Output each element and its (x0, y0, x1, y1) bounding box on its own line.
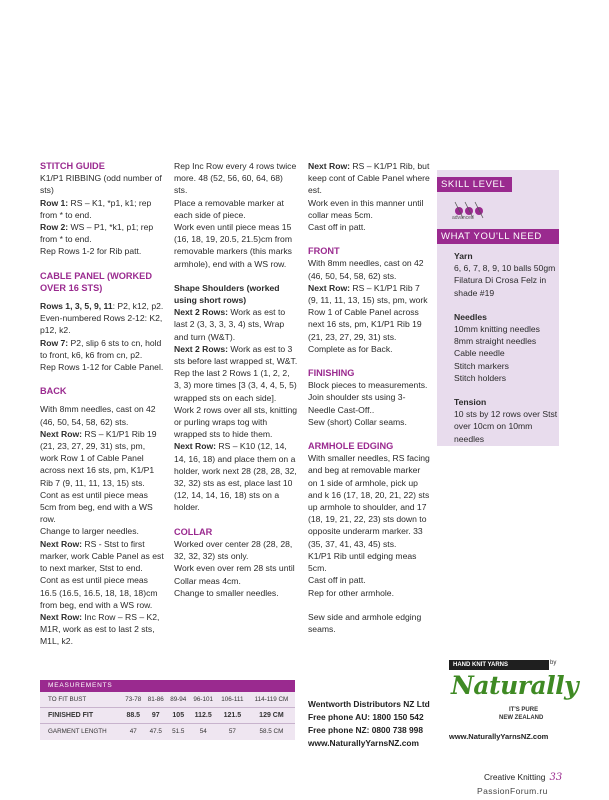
distributor-name: Wentworth Distributors NZ Ltd (308, 699, 430, 709)
table-cell: 112.5 (190, 708, 217, 724)
logo-tagline: NEW ZEALAND (499, 715, 544, 721)
collar-paragraph: Change to smaller needles. (174, 587, 279, 598)
column-2 (174, 160, 298, 599)
rep-cable-instruction: Rep Rows 1-12 for Cable Panel. (40, 362, 164, 373)
column-1 (40, 160, 164, 648)
magazine-name: Creative Knitting (484, 772, 546, 782)
measurements-table (40, 692, 295, 739)
row-label: GARMENT LENGTH (48, 728, 107, 735)
table-cell: 54 (199, 728, 207, 735)
collar-paragraph: Worked over center 28 (28, 28, 32, 32, 32) sts only. (174, 538, 293, 562)
back-next-row: Next Row: RS – K1/P1 Rib 19 (21, 23, 27, 29, 31) sts, pm, work Row 1 of Cable Panel across next 16 sts, pm, K1/P1 Rib 7 (9, 11, 11, 13, 15) sts. (40, 428, 157, 488)
row7-instruction: Row 7: P2, slip 6 sts to cn, hold to front, k6, k6 from cn, p2. (40, 337, 162, 360)
logo-tagline: IT'S PURE (509, 707, 539, 713)
front-paragraph: With 8mm needles, cast on 42 (46, 50, 54, 58, 62) sts. (308, 258, 424, 281)
finishing-paragraph: Block pieces to measurements. Join shoulder sts using 3-Needle Cast-Off.. (308, 380, 428, 415)
distributor-info (308, 698, 430, 750)
table-cell: 106-111 (221, 696, 244, 703)
body-paragraph: Rep the last 2 Rows 1 (1, 2, 2, 3, 3) more times [3 (3, 4, 4, 5, 5) wrapped sts on each side]. (174, 368, 297, 403)
row2-instruction: Row 2: WS – P1, *k1, p1; rep from * to end. (40, 222, 154, 245)
table-cell: 81-86 (147, 696, 164, 703)
table-cell: 51.5 (172, 728, 185, 735)
rows-1359-instruction: Rows 1, 3, 5, 9, 11: P2, k12, p2. (40, 301, 164, 312)
skill-level-value: advanced (452, 215, 474, 221)
measurements-box (40, 680, 295, 740)
table-cell: 88.5 (122, 708, 145, 724)
row1-instruction: Row 1: RS – K1, *p1, k1; rep from * to end. (40, 197, 152, 220)
tension-text: 10 sts by 12 rows over Stst over 10cm on 10mm needles (454, 409, 558, 444)
rep-rows-instruction: Rep Rows 1-2 for Rib patt. (40, 246, 142, 257)
body-paragraph: Work even in this manner until collar meas 5cm. (308, 197, 424, 220)
back-paragraph: With 8mm needles, cast on 42 (46, 50, 54, 58, 62) sts. (40, 404, 156, 427)
page-footer (484, 772, 562, 783)
naturally-logo (449, 660, 579, 730)
table-cell: 97 (145, 708, 168, 724)
needles-item: 10mm knitting needles (454, 324, 540, 335)
tension-label: Tension (454, 397, 487, 408)
table-cell: 73-78 (125, 696, 142, 703)
stitch-guide-heading: STITCH GUIDE (40, 161, 105, 171)
table-cell: 47 (129, 728, 137, 735)
skill-level-label: SKILL LEVEL (437, 177, 512, 192)
next-2-rows: Next 2 Rows: Work as est to 3 sts before last wrapped st, W&T. (174, 343, 298, 367)
needles-item: 8mm straight needles (454, 336, 537, 347)
table-cell: 57 (228, 728, 236, 735)
body-paragraph: Rep Inc Row every 4 rows twice more. 48 (52, 56, 60, 64, 68) sts. (174, 161, 297, 196)
next-row: Next Row: RS – K1/P1 Rib, but keep cont of Cable Panel where est. (308, 161, 430, 196)
next-row: Next Row: RS – K10 (12, 14, 14, 16, 18) and place them on a holder, work next 28 (28, 28, 32, 32, 32) sts as est, place last 10 (12, 14, 14, 16, 18) sts on a holder. (174, 441, 297, 513)
yarn-label: Yarn (454, 251, 473, 261)
needles-item: Stitch holders (454, 372, 507, 383)
table-cell: 105 (167, 708, 190, 724)
body-paragraph: Work even until piece meas 15 (16, 18, 19, 20.5, 21.5)cm from removable markers (this marks armhole), end with a WS row. (174, 222, 292, 269)
needles-label: Needles (454, 311, 487, 322)
back-paragraph: Change to larger needles. (40, 526, 139, 537)
back-inc-row: Next Row: Inc Row – RS – K2, M1R, work as est to last 2 sts, M1L, k2. (40, 611, 160, 647)
collar-paragraph: Work even over rem 28 sts until Collar meas 4cm. (174, 563, 295, 586)
row-label: TO FIT BUST (48, 696, 87, 703)
front-heading: FRONT (308, 246, 340, 257)
table-cell: 114-119 CM (254, 696, 289, 703)
finishing-paragraph: Sew (short) Collar seams. (308, 416, 407, 427)
table-cell: 58.5 CM (259, 728, 284, 735)
page-number: 33 (549, 772, 563, 783)
table-row (40, 708, 295, 724)
finishing-heading: FINISHING (308, 368, 355, 379)
distributor-url[interactable]: www.NaturallyYarnsNZ.com (308, 738, 419, 748)
table-row (40, 724, 295, 740)
armhole-paragraph: Sew side and armhole edging seams. (308, 611, 422, 634)
k1p1-ribbing-title: K1/P1 RIBBING (odd number of sts) (40, 173, 162, 196)
watermark: PassionForum.ru (477, 786, 548, 796)
body-paragraph: Place a removable marker at each side of piece. (174, 197, 284, 220)
collar-heading: COLLAR (174, 526, 213, 537)
armhole-paragraph: With smaller needles, RS facing and beg at removable marker on 1 side of armhole, pick up and k 16 (17, 18, 20, 21, 22) sts up armhole to shoulder, and 17 (18, 19, 21, 22, 23) sts down to opposite underarm marker. 33 (35, 37, 41, 43, 45) sts. (308, 453, 430, 549)
table-cell: 121.5 (217, 708, 248, 724)
back-heading: BACK (40, 386, 67, 397)
logo-name: Naturally (451, 671, 579, 700)
phone-au: Free phone AU: 1800 150 542 (308, 712, 424, 722)
table-cell: 89-94 (170, 696, 187, 703)
armhole-paragraph: Rep for other armhole. (308, 587, 394, 598)
what-youll-need-label: WHAT YOU'LL NEED (437, 229, 559, 244)
back-paragraph: Cont as est until piece meas 16.5 (16.5, 16.5, 18, 18, 18)cm from beg, end with a WS row. (40, 575, 158, 610)
shape-shoulders-subheading: Shape Shoulders (worked using short rows) (174, 282, 280, 306)
body-paragraph: Work 2 rows over all sts, knitting or purling wraps tog with wrapped sts to hide them. (174, 404, 298, 440)
front-next-row: Next Row: RS – K1/P1 Rib 7 (9, 11, 11, 13, 15) sts, pm, work Row 1 of Cable Panel across next 16 sts, pm, K1/P1 Rib 19 (21, 23, 27, 29, 31) sts. Complete as for Back. (308, 282, 428, 354)
table-cell: 47.5 (149, 728, 162, 735)
materials-list (454, 250, 558, 445)
row-label: FINISHED FIT (40, 708, 122, 724)
cable-panel-heading: CABLE PANEL (WORKED OVER 16 STS) (40, 270, 152, 293)
phone-nz: Free phone NZ: 0800 738 998 (308, 725, 423, 735)
armhole-edging-heading: ARMHOLE EDGING (308, 441, 394, 452)
table-cell: 96-101 (193, 696, 213, 703)
armhole-paragraph: K1/P1 Rib until edging meas 5cm. (308, 550, 417, 574)
needles-item: Cable needle (454, 348, 505, 359)
body-paragraph: Cast off in patt. (308, 222, 366, 233)
needles-item: Stitch markers (454, 360, 509, 371)
armhole-paragraph: Cast off in patt. (308, 575, 366, 586)
yarn-text: 6, 6, 7, 8, 9, 10 balls 50gm Filatura Di Crosa Felz in shade #19 (454, 263, 556, 298)
next-2-rows: Next 2 Rows: Work as est to last 2 (3, 3, 3, 3, 4) sts, Wrap and turn (W&T). (174, 307, 286, 342)
logo-bar: HAND KNIT YARNS (449, 660, 549, 670)
table-cell: 129 CM (248, 708, 295, 724)
column-3 (308, 160, 432, 635)
even-rows-instruction: Even-numbered Rows 2-12: K2, p12, k2. (40, 313, 163, 336)
logo-url[interactable]: www.NaturallyYarnsNZ.com (449, 732, 549, 741)
measurements-heading: MEASUREMENTS (40, 680, 295, 692)
table-row (40, 692, 295, 708)
back-paragraph: Cont as est until piece meas 5cm from beg, end with a WS row. (40, 489, 153, 525)
logo-by: by (550, 660, 557, 666)
back-next-row: Next Row: RS - Stst to first marker, work Cable Panel as est to next marker, Stst to end. (40, 538, 164, 574)
